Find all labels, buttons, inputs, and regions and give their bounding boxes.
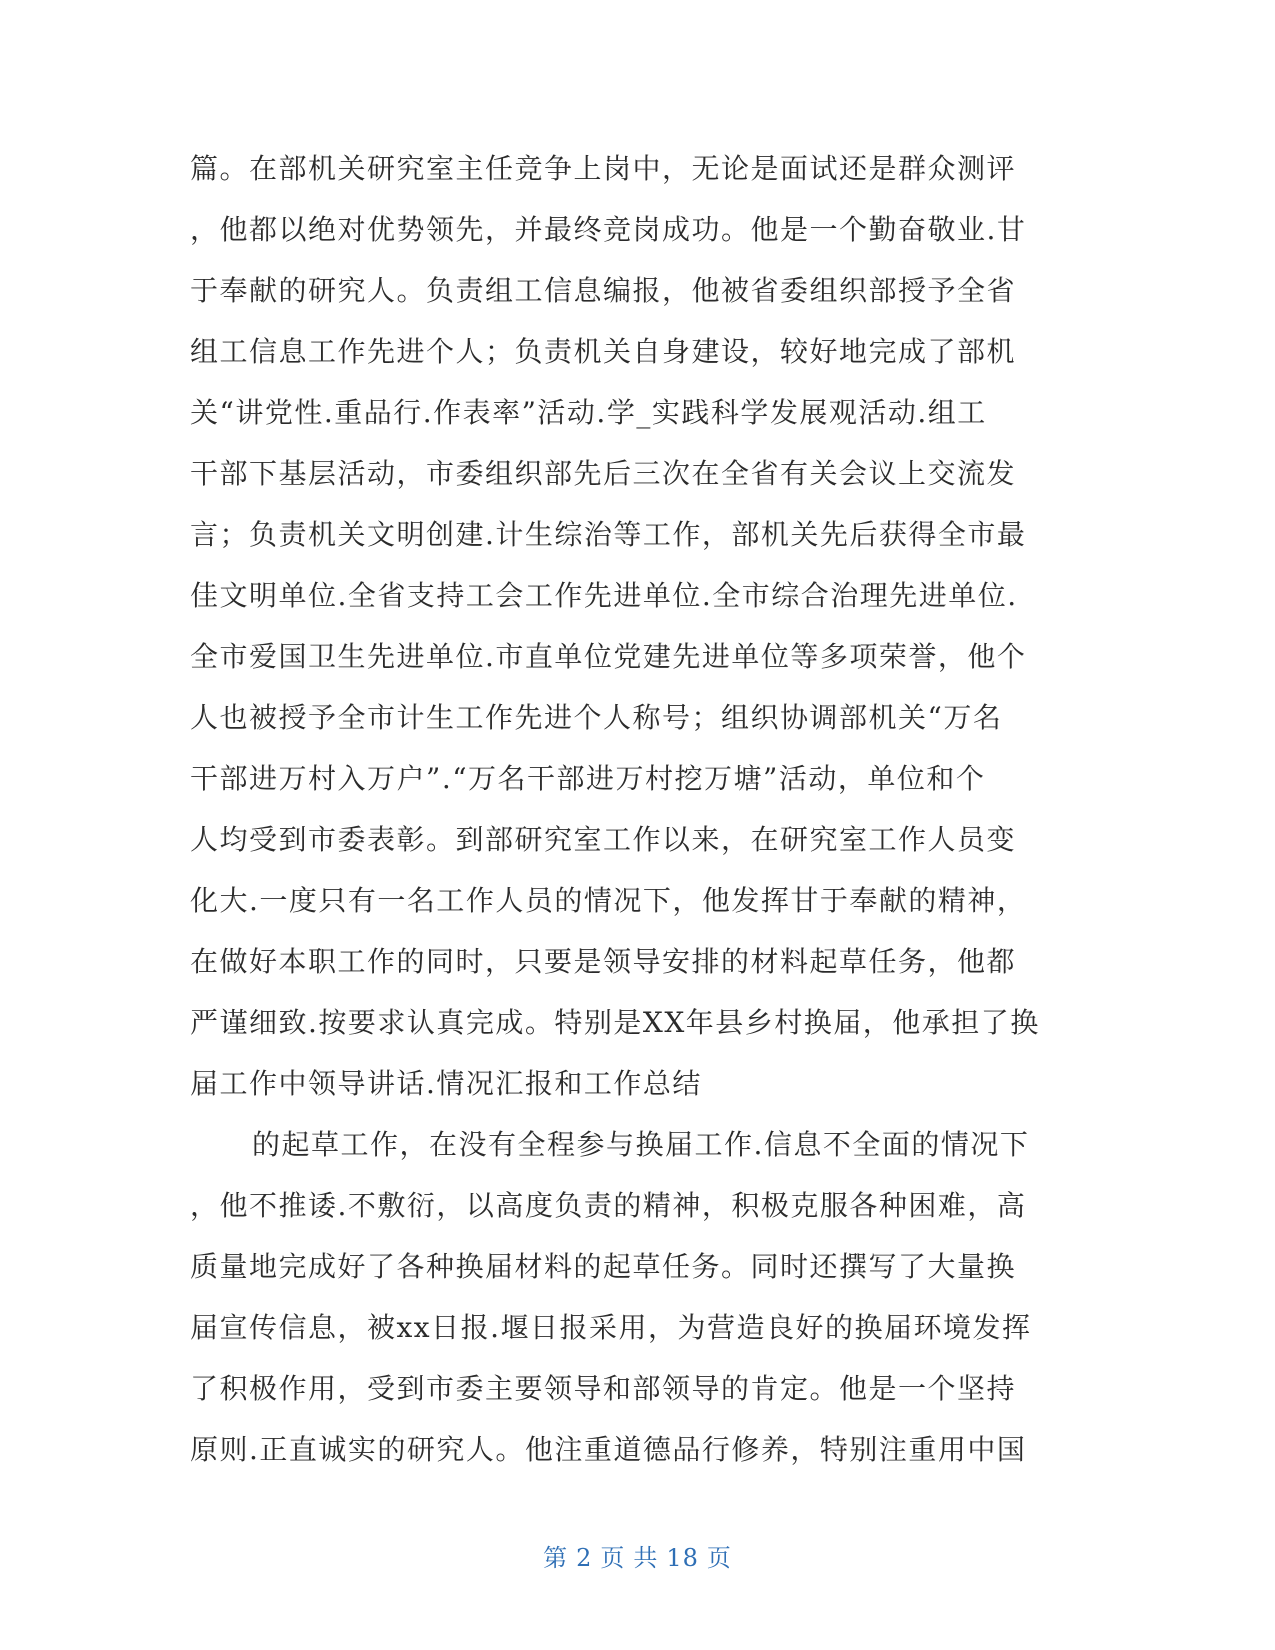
footer-page-word: 页 <box>600 1544 626 1572</box>
text-line: 言；负责机关文明创建.计生综治等工作，部机关先后获得全市最 <box>190 518 1027 551</box>
footer-prefix: 第 <box>543 1544 569 1572</box>
text-line: 篇。在部机关研究室主任竞争上岗中，无论是面试还是群众测评 <box>190 152 1017 185</box>
text-line: 全市爱国卫生先进单位.市直单位党建先进单位等多项荣誉，他个 <box>190 640 1027 673</box>
footer-total-prefix: 共 <box>633 1544 659 1572</box>
text-line: 佳文明单位.全省支持工会工作先进单位.全市综合治理先进单位. <box>190 579 1018 612</box>
document-body <box>190 138 1090 1480</box>
text-line: 了积极作用，受到市委主要领导和部领导的肯定。他是一个坚持 <box>190 1372 1017 1405</box>
text-line: ，他不推诿.不敷衍，以高度负责的精神，积极克服各种困难，高 <box>190 1189 1027 1222</box>
text-line: 人也被授予全市计生工作先进个人称号；组织协调部机关“万名 <box>190 701 1003 734</box>
text-line: 在做好本职工作的同时，只要是领导安排的材料起草任务，他都 <box>190 945 1017 978</box>
footer-current-page: 2 <box>576 1544 593 1572</box>
text-line: ，他都以绝对优势领先，并最终竞岗成功。他是一个勤奋敬业.甘 <box>190 213 1027 246</box>
text-line: 组工信息工作先进个人；负责机关自身建设，较好地完成了部机 <box>190 335 1017 368</box>
text-line: 化大.一度只有一名工作人员的情况下，他发挥甘于奉献的精神， <box>190 884 1027 917</box>
text-line: 严谨细致.按要求认真完成。特别是XX年县乡村换届，他承担了换 <box>190 1006 1040 1039</box>
text-line: 人均受到市委表彰。到部研究室工作以来，在研究室工作人员变 <box>190 823 1017 856</box>
text-line: 届工作中领导讲话.情况汇报和工作总结 <box>190 1067 702 1100</box>
text-line: 干部下基层活动，市委组织部先后三次在全省有关会议上交流发 <box>190 457 1017 490</box>
page-number-footer <box>0 1538 1275 1573</box>
text-line: 届宣传信息，被xx日报.堰日报采用，为营造良好的换届环境发挥 <box>190 1311 1032 1344</box>
text-line: 质量地完成好了各种换届材料的起草任务。同时还撰写了大量换 <box>190 1250 1017 1283</box>
paragraph-1 <box>190 138 1090 1114</box>
text-line: 干部进万村入万户”.“万名干部进万村挖万塘”活动，单位和个 <box>190 762 986 795</box>
paragraph-2 <box>190 1114 1090 1480</box>
footer-total-pages: 18 <box>666 1544 699 1572</box>
text-line: 的起草工作，在没有全程参与换届工作.信息不全面的情况下 <box>252 1128 1030 1161</box>
text-line: 关“讲党性.重品行.作表率”活动.学_实践科学发展观活动.组工 <box>190 396 987 429</box>
footer-suffix: 页 <box>706 1544 732 1572</box>
text-line: 原则.正直诚实的研究人。他注重道德品行修养，特别注重用中国 <box>190 1433 1027 1466</box>
text-line: 于奉献的研究人。负责组工信息编报，他被省委组织部授予全省 <box>190 274 1017 307</box>
